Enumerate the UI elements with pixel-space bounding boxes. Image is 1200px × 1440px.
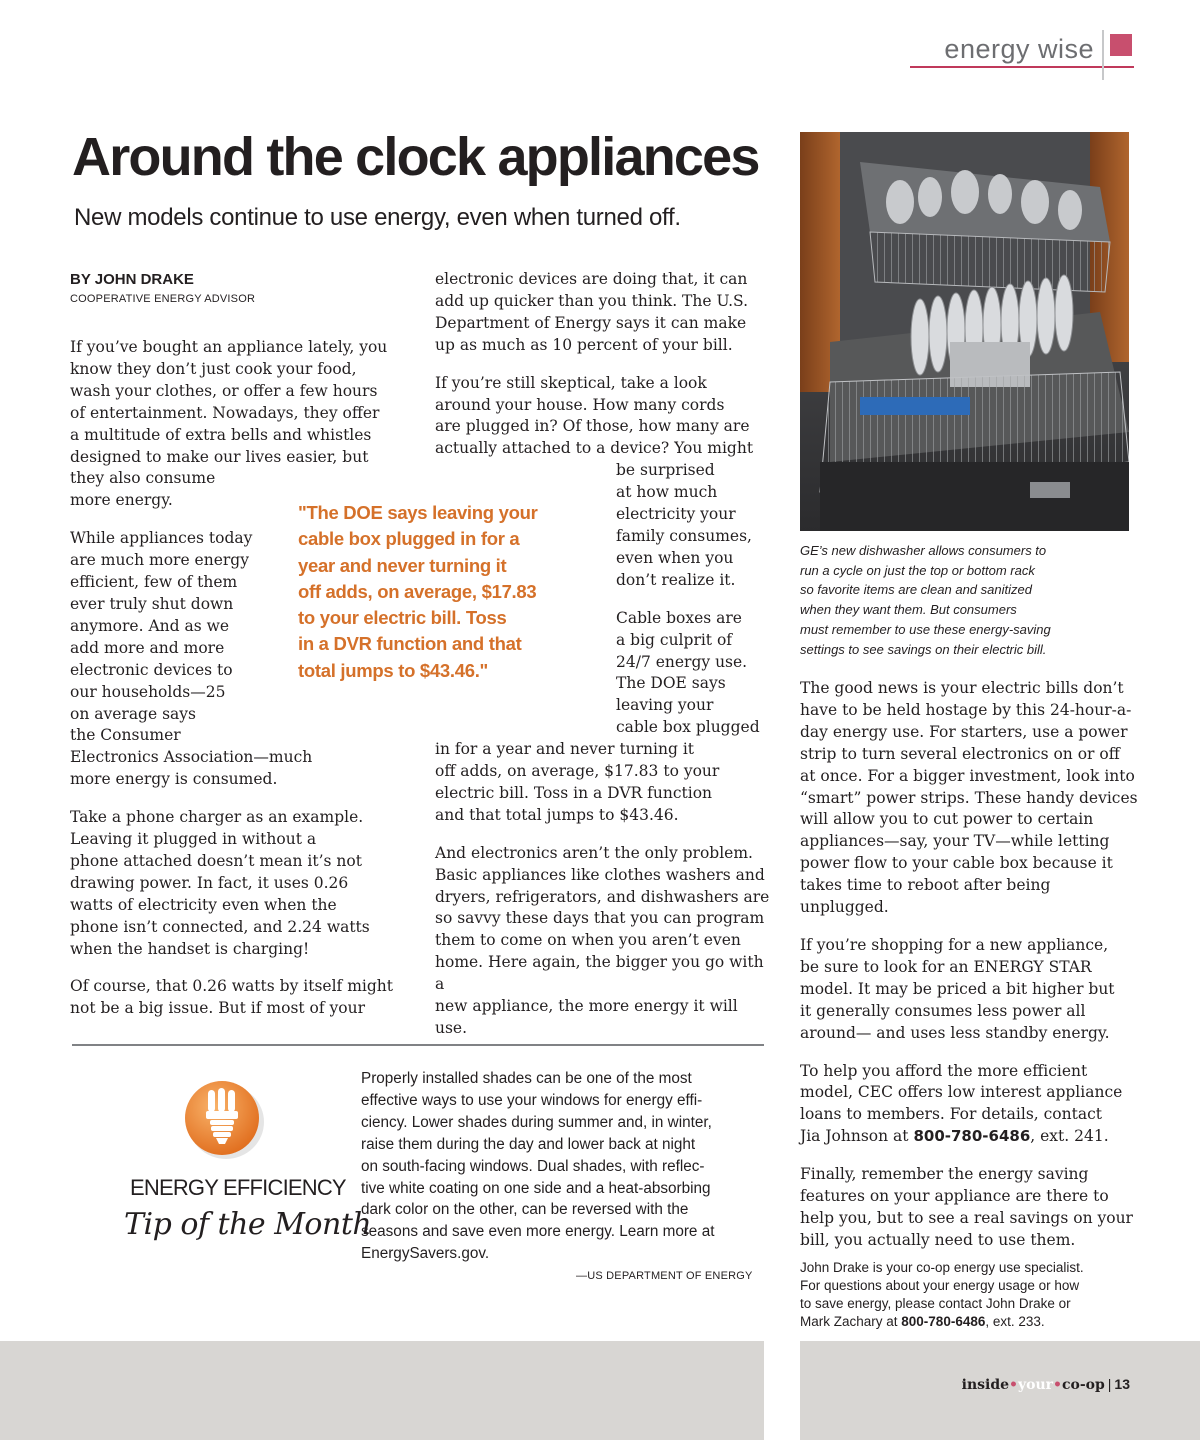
paragraph: If you’re still skeptical, take a look around your house. How many cords are plugged in? Of those, how many are actually attached to a device? You might (435, 373, 754, 458)
folio-inside: inside (961, 1377, 1010, 1393)
folio-dot: • (1009, 1377, 1018, 1393)
paragraph: While appliances today are much more energy efficient, few of them ever truly shut down anymore. And as we add more and more electronic devices to our households—25 on average says the Consumer Electronics Association—much more energy is consumed. (70, 529, 313, 789)
dishwasher-illustration (800, 132, 1129, 531)
page-folio (962, 1376, 1130, 1393)
tip-body: Properly installed shades can be one of the most effective ways to use your windows for energy effi- ciency. Lower shades during summer and, in winter, raise them during the day and lower back at night on south-facing windows. Dual shades, with reflec- tive white coating on one side and a heat-absorbing dark color on the other, can be reversed with the seasons and save even more energy. Learn more at EnergySavers.gov. (361, 1070, 715, 1263)
section-tag-rule (910, 66, 1134, 68)
paragraph: be surprised at how much electricity your family consumes, even when you don’t realize it. (616, 461, 752, 589)
paragraph: And electronics aren’t the only problem. Basic appliances like clothes washers and dryers, refrigerators, and dishwashers are so savvy these days that you can program them to come on when you aren’t even home. Here again, the bigger you go with a new appliance, the more energy it will use. (435, 843, 770, 1037)
tip-subheading: Tip of the Month (124, 1207, 372, 1242)
dishwasher-photo (800, 132, 1129, 531)
pull-quote: "The DOE says leaving your cable box plugged in for a year and never turning it off adds, on average, $17.83 to your electric bill. Toss in a DVR function and that total jumps to $43.46." (298, 502, 538, 681)
paragraph: Take a phone charger as an example. Leaving it plugged in without a phone attached doesn’t mean it’s not drawing power. In fact, it uses 0.26 watts of electricity even when the phone isn’t connected, and 2.24 watts when the handset is charging! (70, 808, 370, 958)
page-number: 13 (1114, 1376, 1130, 1392)
section-tag (906, 30, 1134, 80)
tip-heading: ENERGY EFFICIENCY (130, 1175, 346, 1200)
article-column-1 (70, 337, 410, 1036)
article-column-3 (800, 678, 1140, 1268)
subhead: New models continue to use energy, even when turned off. (74, 204, 681, 231)
byline-title: COOPERATIVE ENERGY ADVISOR (70, 293, 256, 305)
section-tag-text: energy wise (944, 34, 1094, 64)
folio-your: your (1017, 1377, 1054, 1393)
tip-source: —US DEPARTMENT OF ENERGY (576, 1270, 753, 1282)
paragraph: If you’re shopping for a new appliance, be sure to look for an ENERGY STAR model. It may be priced a bit higher but it generally consumes less power all around— and uses less standby energy. (800, 935, 1115, 1042)
tip-divider (72, 1044, 764, 1046)
section-tag-square-icon (1110, 34, 1132, 56)
paragraph: electronic devices are doing that, it can add up quicker than you think. The U.S. Department of Energy says it can make up as much as 10 percent of your bill. (435, 270, 749, 354)
section-tag-divider (1102, 30, 1104, 80)
folio-coop: co-op (1061, 1377, 1105, 1393)
folio-dot: • (1053, 1377, 1062, 1393)
photo-caption: GE’s new dishwasher allows consumers to run a cycle on just the top or bottom rack so favorite items are clean and sanitized when they want them. But consumers must remember to use these energy-saving settings to see savings on their electric bill. (800, 543, 1051, 657)
phone-number: 800-780-6486 (913, 1127, 1031, 1146)
paragraph-text: , ext. 241. (1030, 1127, 1109, 1146)
byline: BY JOHN DRAKE (70, 271, 194, 288)
paragraph: Finally, remember the energy saving features on your appliance are there to help you, but to see a real savings on your bill, you actually need to use them. (800, 1165, 1133, 1249)
phone-number: 800-780-6486 (901, 1314, 986, 1329)
paragraph: Cable boxes are a big culprit of 24/7 energy use. The DOE says leaving your cable box plugged (616, 608, 760, 737)
author-bio (800, 1259, 1140, 1331)
folio-separator: | (1107, 1376, 1112, 1392)
footer-gutter (764, 1341, 800, 1440)
headline: Around the clock appliances (72, 127, 759, 187)
paragraph: Of course, that 0.26 watts by itself might not be a big issue. But if most of your (70, 977, 393, 1018)
paragraph-text: To help you afford the more efficient model, CEC offers low interest appliance loans to members. For details, contact Jia Johnson at (800, 1061, 1123, 1146)
paragraph (800, 1061, 1140, 1149)
bio-text: , ext. 233. (985, 1314, 1045, 1329)
bio-text: John Drake is your co-op energy use specialist. For questions about your energy usage or how to save energy, please contact John Drake or Mark Zachary at (800, 1260, 1084, 1329)
paragraph: If you’ve bought an appliance lately, you know they don’t just cook your food, wash your clothes, or offer a few hours of entertainment. Nowadays, they offer a multitude of extra bells and whistles designed to make our lives easier, but they also consume more energy. (70, 338, 388, 510)
cfl-bulb-icon (182, 1078, 264, 1160)
paragraph: in for a year and never turning it off adds, on average, $17.83 to your electric bill. Toss in a DVR function and that total jumps to $43.46. (435, 740, 720, 824)
paragraph: The good news is your electric bills don’t have to be held hostage by this 24-hour-a- day energy use. For starters, use a power strip to turn several electronics on or off at once. For a bigger investment, look into “smart” power strips. These handy devices will allow you to cut power to certain appliances—say, your TV—while letting power flow to your cable box because it takes time to reboot after being unplugged. (800, 679, 1138, 917)
